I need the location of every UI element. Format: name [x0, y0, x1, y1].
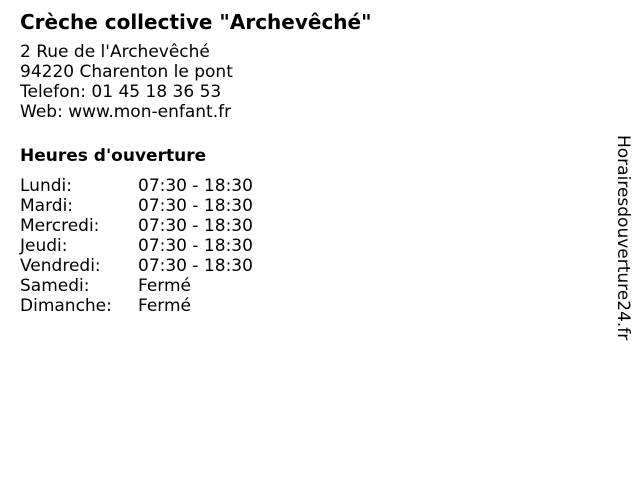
phone-line: Telefon: 01 45 18 36 53 [20, 82, 222, 102]
day-label: Jeudi: [20, 236, 68, 256]
business-card [20, 10, 580, 316]
opening-hours-table [20, 176, 580, 316]
hours-row-saturday [20, 276, 580, 296]
business-title: Crèche collective "Archevêché" [20, 10, 372, 34]
city-line: 94220 Charenton le pont [20, 62, 233, 82]
hours-row-wednesday [20, 216, 580, 236]
time-value: 07:30 - 18:30 [138, 176, 253, 196]
time-value: 07:30 - 18:30 [138, 256, 253, 276]
day-label: Dimanche: [20, 296, 112, 316]
day-label: Mercredi: [20, 216, 100, 236]
hours-row-monday [20, 176, 580, 196]
hours-row-thursday [20, 236, 580, 256]
street-address: 2 Rue de l'Archevêché [20, 42, 210, 62]
day-label: Samedi: [20, 276, 90, 296]
hours-row-tuesday [20, 196, 580, 216]
hours-row-friday [20, 256, 580, 276]
time-value: 07:30 - 18:30 [138, 196, 253, 216]
time-value: Fermé [138, 276, 192, 296]
opening-hours-heading: Heures d'ouverture [20, 146, 207, 166]
day-label: Mardi: [20, 196, 74, 216]
time-value: 07:30 - 18:30 [138, 236, 253, 256]
hours-row-sunday [20, 296, 580, 316]
site-watermark: Horairesdouverture24.fr [613, 135, 633, 341]
time-value: 07:30 - 18:30 [138, 216, 253, 236]
time-value: Fermé [138, 296, 192, 316]
day-label: Vendredi: [20, 256, 101, 276]
web-line: Web: www.mon-enfant.fr [20, 102, 232, 122]
day-label: Lundi: [20, 176, 72, 196]
address-block [20, 42, 580, 122]
